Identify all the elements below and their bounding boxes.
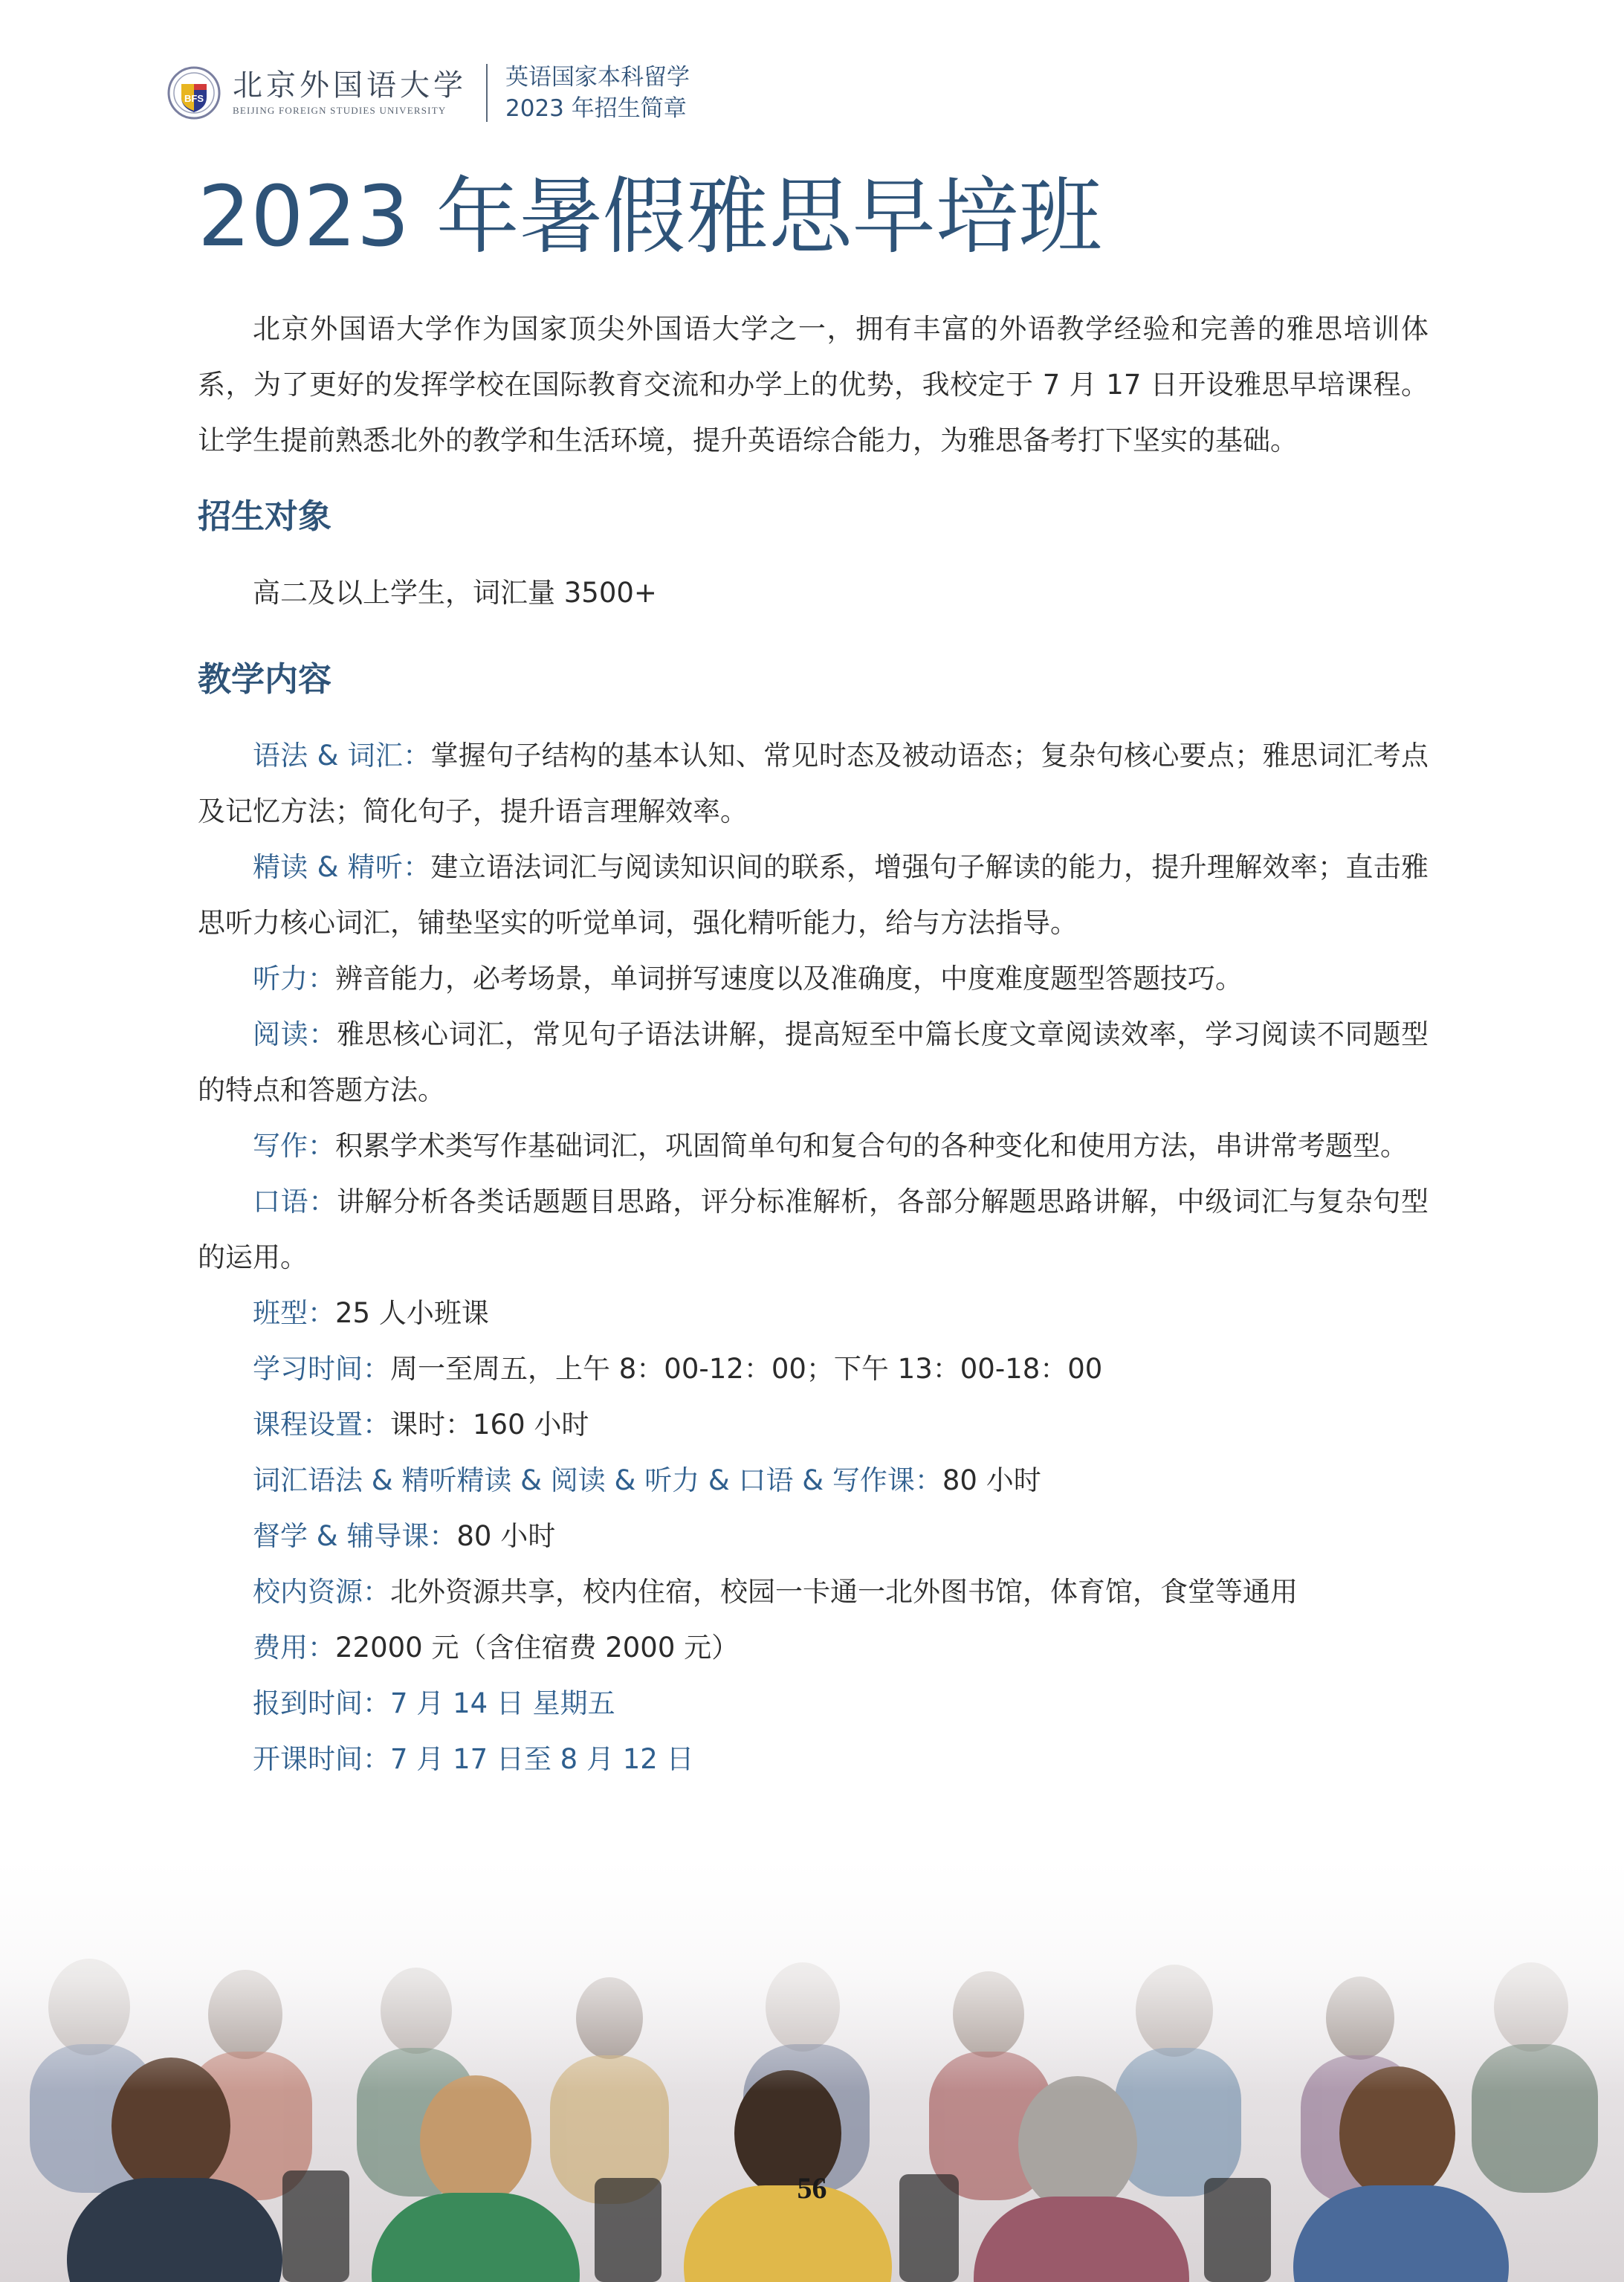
header-divider — [486, 64, 488, 122]
teaching-item-reading — [198, 1006, 1429, 1118]
university-name-en: BEIJING FOREIGN STUDIES UNIVERSITY — [233, 105, 447, 116]
teaching-item-text: 讲解分析各类话题题目思路，评分标准解析，各部分解题思路讲解，中级词汇与复杂句型的运用。 — [198, 1186, 1429, 1273]
section-heading-target: 招生对象 — [198, 497, 332, 536]
page-header — [167, 59, 690, 126]
program-line-2: 2023 年招生简章 — [505, 95, 687, 122]
classroom-illustration — [0, 1858, 1624, 2282]
label-separator: ： — [308, 1130, 335, 1162]
detail-class-type — [198, 1285, 1429, 1341]
teaching-item-text: 建立语法词汇与阅读知识间的联系，增强句子解读的能力，提升理解效率；直击雅思听力核心词汇，铺垫坚实的听觉单词，强化精听能力，给与方法指导。 — [198, 851, 1429, 939]
target-text: 高二及以上学生，词汇量 3500+ — [253, 577, 657, 609]
label-separator: ： — [308, 1186, 337, 1218]
detail-label: 开课时间 — [253, 1743, 363, 1775]
detail-course-setup — [198, 1397, 1429, 1452]
detail-label: 报到时间 — [253, 1687, 363, 1719]
detail-label: 督学 & 辅导课 — [253, 1520, 430, 1552]
detail-value: 25 人小班课 — [335, 1297, 489, 1329]
detail-core-courses — [198, 1452, 1429, 1508]
detail-tutoring — [198, 1508, 1429, 1564]
university-name-cn: 北京外国语大学 — [233, 68, 467, 103]
teaching-item-speaking — [198, 1174, 1429, 1285]
detail-value: 周一至周五，上午 8：00-12：00；下午 13：00-18：00 — [390, 1353, 1103, 1385]
label-separator: ： — [308, 1018, 337, 1050]
label-separator: ： — [429, 1520, 457, 1552]
teaching-item-label: 语法 & 词汇 — [253, 740, 404, 772]
label-separator: ： — [363, 1576, 390, 1608]
label-separator: ： — [363, 1687, 390, 1719]
teaching-item-text: 辨音能力，必考场景，单词拼写速度以及准确度，中度难度题型答题技巧。 — [335, 963, 1243, 995]
detail-value: 北外资源共享，校内住宿，校园一卡通一北外图书馆，体育馆，食堂等通用 — [390, 1576, 1298, 1608]
detail-campus-resources — [198, 1564, 1429, 1620]
label-separator: ： — [308, 1297, 335, 1329]
section-gap — [198, 621, 1429, 653]
detail-value: 课时：160 小时 — [390, 1409, 589, 1441]
teaching-item-label: 口语 — [253, 1186, 309, 1218]
teaching-item-grammar — [198, 728, 1429, 839]
label-separator: ： — [308, 963, 335, 995]
teaching-item-intensive — [198, 839, 1429, 951]
detail-value: 80 小时 — [456, 1520, 556, 1552]
detail-value: 7 月 17 日至 8 月 12 日 — [390, 1743, 694, 1775]
detail-label: 班型 — [253, 1297, 308, 1329]
intro-paragraph: 北京外国语大学作为国家顶尖外国语大学之一，拥有丰富的外语教学经验和完善的雅思培训体系，为了更好的发挥学校在国际教育交流和办学上的优势，我校定于 7 月 17 日开设雅思早培课程。让学生提前熟悉北外的教学和生活环境，提升英语综合能力，为雅思备考打下坚实的基础。 — [198, 313, 1429, 456]
section-heading-teaching: 教学内容 — [198, 659, 332, 699]
label-separator: ： — [308, 1632, 335, 1664]
university-seal-icon — [167, 66, 221, 120]
label-separator: ： — [914, 1464, 942, 1496]
detail-label: 学习时间 — [253, 1353, 363, 1385]
teaching-item-writing — [198, 1118, 1429, 1174]
page-number: 56 — [797, 2171, 827, 2205]
detail-label: 词汇语法 & 精听精读 & 阅读 & 听力 & 口语 & 写作课 — [253, 1464, 915, 1496]
label-separator: ： — [403, 740, 431, 772]
teaching-item-label: 精读 & 精听 — [253, 851, 404, 883]
label-separator: ： — [363, 1409, 390, 1441]
teaching-item-text: 积累学术类写作基础词汇，巩固简单句和复合句的各种变化和使用方法，串讲常考题型。 — [335, 1130, 1408, 1162]
detail-value: 22000 元（含住宿费 2000 元） — [335, 1632, 740, 1664]
label-separator: ： — [403, 851, 431, 883]
teaching-item-listening — [198, 951, 1429, 1006]
detail-value: 80 小时 — [942, 1464, 1041, 1496]
detail-course-start — [198, 1731, 1429, 1787]
label-separator: ： — [363, 1743, 390, 1775]
detail-fee — [198, 1620, 1429, 1675]
label-separator: ： — [363, 1353, 390, 1385]
page-title: 2023 年暑假雅思早培班 — [198, 169, 1102, 265]
main-content — [198, 301, 1429, 1787]
teaching-item-label: 阅读 — [253, 1018, 309, 1050]
teaching-item-text: 掌握句子结构的基本认知、常见时态及被动语态；复杂句核心要点；雅思词汇考点及记忆方法；简化句子，提升语言理解效率。 — [198, 740, 1429, 827]
program-line-1: 英语国家本科留学 — [505, 64, 690, 91]
classroom-photo — [0, 1858, 1624, 2282]
detail-value: 7 月 14 日 星期五 — [390, 1687, 615, 1719]
teaching-item-label: 听力 — [253, 963, 308, 995]
detail-label: 费用 — [253, 1632, 308, 1664]
svg-text:BFS: BFS — [184, 93, 204, 104]
teaching-item-label: 写作 — [253, 1130, 308, 1162]
detail-label: 校内资源 — [253, 1576, 363, 1608]
program-info — [505, 62, 690, 124]
detail-study-time — [198, 1341, 1429, 1397]
detail-label: 课程设置 — [253, 1409, 363, 1441]
teaching-item-text: 雅思核心词汇，常见句子语法讲解，提高短至中篇长度文章阅读效率，学习阅读不同题型的特点和答题方法。 — [198, 1018, 1429, 1106]
university-brand — [233, 68, 467, 117]
detail-registration-date — [198, 1675, 1429, 1731]
